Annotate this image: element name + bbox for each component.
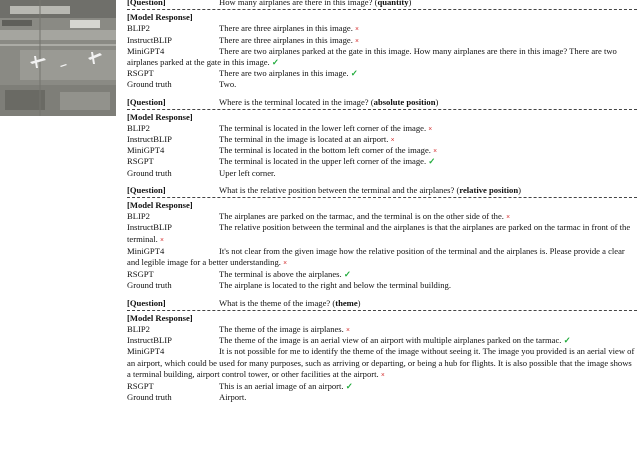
ground-truth-row [127, 280, 637, 291]
ground-truth-row [127, 392, 637, 403]
response-row [127, 222, 637, 245]
response-text: This is an aerial image of an airport. [219, 380, 344, 391]
response-row [127, 335, 637, 346]
cross-icon: × [506, 213, 511, 222]
response-text: The relative position between the terminal and the airplanes is that the airplanes are parked on the tarmac in front of the terminal. [127, 222, 631, 244]
model-name: InstructBLIP [127, 222, 172, 233]
response-row [127, 246, 637, 269]
response-text: The terminal is located in the bottom left corner of the image. [219, 145, 431, 156]
check-icon: ✓ [271, 56, 280, 67]
cross-icon: × [355, 25, 360, 34]
check-icon: ✓ [563, 335, 571, 346]
divider [127, 310, 637, 311]
question-tag: relative position [459, 184, 519, 195]
cross-icon: × [433, 147, 438, 156]
response-row [127, 346, 637, 381]
model-response-label: [Model Response] [127, 312, 193, 323]
model-response-label: [Model Response] [127, 200, 193, 211]
model-name: MiniGPT4 [127, 346, 165, 357]
response-row [127, 145, 637, 156]
response-text: The terminal in the image is located at an airport. [219, 134, 389, 145]
model-response-label: [Model Response] [127, 111, 193, 122]
response-text: It is not possible for me to identify the theme of the image without seeing it. The image you provided is an aerial view of an airport, which could be used for many purposes, such as arriving or departing, or being a hub for flights. It is also possible that the image shows a terminal building, airport control tower, or other facilities at the airport. [127, 346, 635, 379]
question-tag: theme [335, 297, 358, 308]
cross-icon: × [159, 235, 164, 244]
response-row [127, 35, 637, 46]
check-icon: ✓ [428, 156, 436, 167]
response-row [127, 68, 637, 79]
response-row [127, 324, 637, 335]
response-text: The airplanes are parked on the tarmac, and the terminal is on the other side of the. [219, 211, 504, 222]
ground-truth-label: Ground truth [127, 167, 172, 178]
response-text: There are three airplanes in this image. [219, 34, 353, 45]
model-name: RSGPT [127, 269, 154, 280]
model-name: RSGPT [127, 68, 154, 79]
response-text: The terminal is above the airplanes. [219, 269, 342, 280]
response-text: It's not clear from the given image how the relative position of the terminal and the airplanes is. Please provide a clear and legible image for a better understanding. [127, 245, 625, 268]
cross-icon: × [390, 136, 395, 145]
ground-truth-text: The airplane is located to the right and below the terminal building. [219, 280, 451, 291]
qa-comparison-table [127, 0, 637, 403]
cross-icon: × [283, 259, 288, 268]
ground-truth-label: Ground truth [127, 392, 172, 403]
response-text: The terminal is located in the lower left corner of the image. [219, 122, 427, 133]
ground-truth-row [127, 168, 637, 179]
question-label: [Question] [127, 0, 166, 7]
model-name: InstructBLIP [127, 34, 172, 45]
ground-truth-text: Two. [219, 79, 237, 90]
model-name: BLIP2 [127, 23, 150, 34]
response-row [127, 156, 637, 167]
response-row [127, 46, 637, 68]
check-icon: ✓ [350, 68, 358, 79]
question-row: [Question] Where is the terminal located in the image? (absolute position) [127, 96, 439, 107]
response-text: There are two airplanes in this image. [219, 68, 349, 79]
model-name: BLIP2 [127, 122, 150, 133]
response-row [127, 211, 637, 222]
question-text: Where is the terminal located in the image? [219, 96, 369, 107]
question-text: What is the theme of the image? [219, 297, 331, 308]
divider [127, 197, 637, 198]
divider [127, 9, 637, 10]
response-text: The terminal is located in the upper left corner of the image. [219, 156, 427, 167]
model-name: MiniGPT4 [127, 245, 165, 256]
question-tag: quantity [377, 0, 409, 7]
model-name: MiniGPT4 [127, 145, 165, 156]
question-label: [Question] [127, 297, 166, 308]
response-text: The theme of the image is an aerial view of an airport with multiple airplanes parked on the tarmac. [219, 335, 562, 346]
question-row: [Question] How many airplanes are there in this image? (quantity) [127, 0, 637, 8]
question-label: [Question] [127, 184, 166, 195]
response-text: There are three airplanes in this image. [219, 23, 353, 34]
cross-icon: × [355, 36, 360, 45]
ground-truth-label: Ground truth [127, 79, 172, 90]
ground-truth-text: Airport. [219, 392, 247, 403]
response-row [127, 23, 637, 34]
cross-icon: × [345, 325, 350, 334]
response-row [127, 381, 637, 392]
question-text: What is the relative position between the terminal and the airplanes? [219, 184, 455, 195]
ground-truth-label: Ground truth [127, 280, 172, 291]
question-row: [Question] What is the relative position between the terminal and the airplanes? (relative position) [127, 184, 521, 195]
response-row [127, 269, 637, 280]
model-response-label: [Model Response] [127, 12, 193, 23]
response-row [127, 134, 637, 145]
model-name: BLIP2 [127, 323, 150, 334]
ground-truth-row [127, 79, 637, 90]
model-name: RSGPT [127, 156, 154, 167]
model-name: MiniGPT4 [127, 45, 165, 56]
divider [127, 109, 637, 110]
question-row: [Question] What is the theme of the image? (theme) [127, 297, 361, 308]
ground-truth-text: Uper left corner. [219, 167, 276, 178]
airport-aerial-image [0, 0, 116, 116]
cross-icon: × [428, 124, 433, 133]
response-row [127, 123, 637, 134]
check-icon: ✓ [343, 269, 352, 280]
response-text: The theme of the image is airplanes. [219, 323, 344, 334]
model-name: RSGPT [127, 380, 154, 391]
check-icon: ✓ [345, 380, 353, 391]
model-name: InstructBLIP [127, 335, 172, 346]
model-name: BLIP2 [127, 211, 150, 222]
question-text: How many airplanes are there in this image? [219, 0, 373, 7]
cross-icon: × [380, 370, 385, 379]
model-name: InstructBLIP [127, 134, 172, 145]
response-text: There are two airplanes parked at the gate in this image. How many airplanes are there in this image? There are two airplanes parked at the gate in this image. [127, 45, 617, 67]
question-tag: absolute position [373, 96, 436, 107]
question-label: [Question] [127, 96, 166, 107]
